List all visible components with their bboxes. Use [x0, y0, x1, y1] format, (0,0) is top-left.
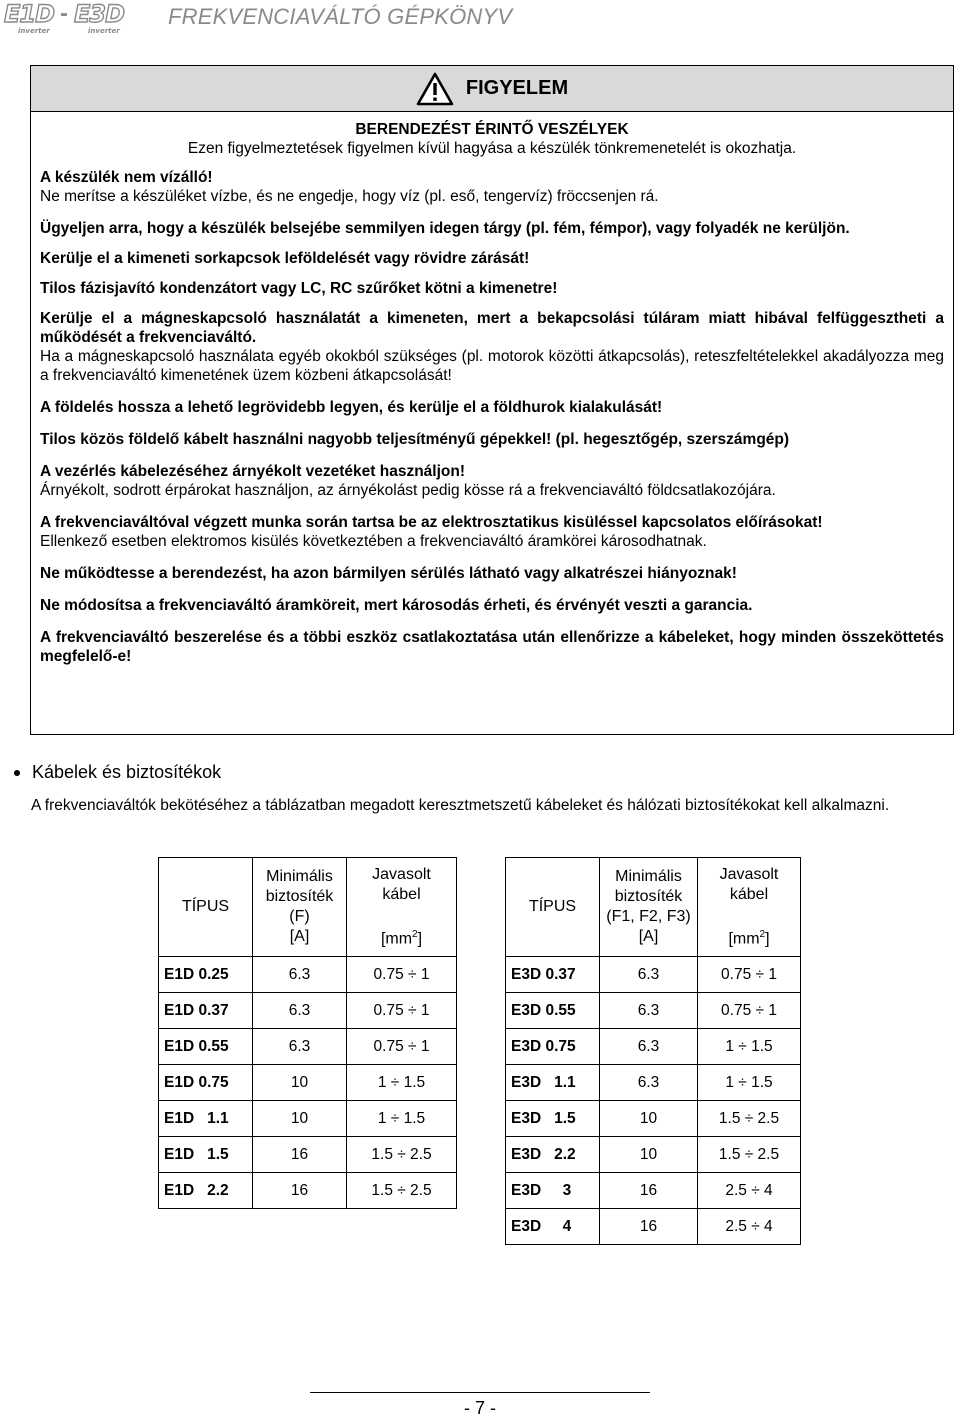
warning-subtitle: BERENDEZÉST ÉRINTŐ VESZÉLYEK: [355, 121, 629, 138]
cell-type: E1D 0.37: [159, 993, 253, 1029]
table-row: [159, 957, 457, 993]
cell-fuse: 16: [600, 1173, 698, 1209]
table-row: [506, 1137, 801, 1173]
cell-type: E3D 2.2: [506, 1137, 600, 1173]
cell-cable: 0.75 ÷ 1: [698, 957, 801, 993]
header-cable: Javasolt kábel $[mm^2]$: [698, 858, 801, 957]
table-row: [506, 993, 801, 1029]
cell-type: E1D 0.25: [159, 957, 253, 993]
e1d-table: [158, 857, 457, 1209]
cell-fuse: 10: [253, 1101, 347, 1137]
warning-item-esd-bold: A frekvenciaváltóval végzett munka során tartsa be az elektrosztatikus kisüléssel kapcsolatos előírásokat!: [40, 514, 823, 531]
cell-cable: 1.5 ÷ 2.5: [347, 1173, 457, 1209]
table-row: [506, 1101, 801, 1137]
table-row: [159, 1029, 457, 1065]
cell-fuse: 10: [600, 1101, 698, 1137]
header-fuse: Minimális biztosíték (F1, F2, F3) [A]: [600, 858, 698, 957]
cell-cable: 1 ÷ 1.5: [698, 1065, 801, 1101]
cell-type: E3D 0.55: [506, 993, 600, 1029]
footer-divider: [310, 1392, 650, 1393]
page-number: - 7 -: [463, 1398, 496, 1418]
warning-item-esd-text: Ellenkező esetben elektromos kisülés következtében a frekvenciaváltó áramkörei károsodhatnak.: [40, 533, 707, 550]
warning-item-output-ground: Kerülje el a kimeneti sorkapcsok leföldelését vagy rövidre zárását!: [40, 250, 530, 267]
cell-cable: 2.5 ÷ 4: [698, 1209, 801, 1245]
cell-type: E3D 0.75: [506, 1029, 600, 1065]
warning-header: [31, 66, 953, 112]
warning-item-grounding: A földelés hossza a lehető legrövidebb legyen, és kerülje el a földhurok kialakulását!: [40, 399, 663, 416]
table-row: [506, 1029, 801, 1065]
warning-item-common-ground: Tilos közös földelő kábelt használni nagyobb teljesítményű gépekkel! (pl. hegesztőgép, szerszámgép): [40, 431, 790, 448]
cell-type: E1D 0.75: [159, 1065, 253, 1101]
cell-cable: 1.5 ÷ 2.5: [698, 1101, 801, 1137]
logo-dash: -: [60, 0, 69, 27]
cell-fuse: 16: [600, 1209, 698, 1245]
table-row: [159, 1173, 457, 1209]
cell-cable: 1.5 ÷ 2.5: [698, 1137, 801, 1173]
warning-item-waterproof-bold: A készülék nem vízálló!: [40, 169, 213, 186]
table-row: [159, 1065, 457, 1101]
cell-type: E3D 1.5: [506, 1101, 600, 1137]
warning-item-shielded-bold: A vezérlés kábelezéséhez árnyékolt vezetéket használjon!: [40, 463, 466, 480]
cell-fuse: 6.3: [253, 957, 347, 993]
warning-item-modify: Ne módosítsa a frekvenciaváltó áramköreit, mert károsodás érheti, és érvényét veszti a garancia.: [40, 597, 753, 614]
cell-type: E1D 2.2: [159, 1173, 253, 1209]
logo-e3d: E3D inverter: [74, 0, 125, 35]
section-heading-text: Kábelek és biztosítékok: [32, 762, 222, 782]
cell-fuse: 16: [253, 1137, 347, 1173]
table-header-row: [159, 858, 457, 957]
warning-triangle-icon: [416, 72, 454, 106]
cell-type: E1D 1.5: [159, 1137, 253, 1173]
cell-cable: 0.75 ÷ 1: [347, 957, 457, 993]
warning-item-damage: Ne működtesse a berendezést, ha azon bármilyen sérülés látható vagy alkatrészei hiányoznak!: [40, 565, 737, 582]
cell-cable: 2.5 ÷ 4: [698, 1173, 801, 1209]
header-fuse: Minimális biztosíték (F) [A]: [253, 858, 347, 957]
header-type: TÍPUS: [159, 858, 253, 957]
warning-item-shielded-text: Árnyékolt, sodrott érpárokat használjon, az árnyékolást pedig kösse rá a frekvenciaváltó földcsatlakozójára.: [40, 482, 776, 499]
cell-cable: 1.5 ÷ 2.5: [347, 1137, 457, 1173]
warning-item-contactor-text: Ha a mágneskapcsoló használata egyéb okokból szükséges (pl. motorok közötti átkapcsolás), reteszfeltételekkel akadályozza meg a frekvenciaváltó kimenetének üzem közbeni átkapcsolását!: [40, 348, 944, 384]
header-type: TÍPUS: [506, 858, 600, 957]
cell-type: E3D 1.1: [506, 1065, 600, 1101]
cell-type: E1D 1.1: [159, 1101, 253, 1137]
table-row: [506, 957, 801, 993]
warning-title: FIGYELEM: [465, 77, 569, 99]
warning-item-check-cables: A frekvenciaváltó beszerelése és a többi eszköz csatlakoztatása után ellenőrizze a kábeleket, hogy minden összeköttetés megfelelő-e!: [40, 629, 944, 665]
cell-fuse: 10: [600, 1137, 698, 1173]
cell-fuse: 6.3: [253, 993, 347, 1029]
page-header: [0, 0, 960, 35]
cell-fuse: 16: [253, 1173, 347, 1209]
brand-logo: [4, 0, 125, 35]
cell-fuse: 10: [253, 1065, 347, 1101]
cell-cable: 0.75 ÷ 1: [347, 993, 457, 1029]
cell-cable: 0.75 ÷ 1: [698, 993, 801, 1029]
cell-fuse: 6.3: [600, 993, 698, 1029]
bullet-icon: [14, 770, 20, 776]
document-title: FREKVENCIAVÁLTÓ GÉPKÖNYV: [168, 4, 513, 29]
cell-cable: 0.75 ÷ 1: [347, 1029, 457, 1065]
cell-type: E1D 0.55: [159, 1029, 253, 1065]
table-row: [506, 1173, 801, 1209]
cell-cable: 1 ÷ 1.5: [347, 1101, 457, 1137]
cell-type: E3D 0.37: [506, 957, 600, 993]
header-cable: Javasolt kábel $[mm^2]$: [347, 858, 457, 957]
cell-cable: 1 ÷ 1.5: [698, 1029, 801, 1065]
cell-cable: 1 ÷ 1.5: [347, 1065, 457, 1101]
section-heading: [14, 762, 221, 783]
table-row: [159, 1101, 457, 1137]
table-row: [159, 993, 457, 1029]
e3d-table: [505, 857, 801, 1245]
table-header-row: [506, 858, 801, 957]
cell-fuse: 6.3: [600, 1065, 698, 1101]
warning-box: [30, 65, 954, 735]
warning-item-waterproof-text: Ne merítse a készüléket vízbe, és ne engedje, hogy víz (pl. eső, tengervíz) fröccsenjen rá.: [40, 188, 659, 205]
warning-item-contactor-bold: Kerülje el a mágneskapcsoló használatát a kimeneten, mert a bekapcsolási túláram miatt hibával felfüggesztheti a működését a frekvenciaváltó.: [40, 310, 944, 346]
cell-fuse: 6.3: [600, 957, 698, 993]
warning-body: [31, 120, 953, 666]
warning-subtitle-note: Ezen figyelmeztetések figyelmen kívül hagyása a készülék tönkremenetelét is okozhatja.: [187, 140, 797, 157]
table-row: [506, 1209, 801, 1245]
warning-item-foreign-object: Ügyeljen arra, hogy a készülék belsejébe semmilyen idegen tárgy (pl. fém, fémpor), vagy folyadék ne kerüljön.: [40, 220, 850, 237]
warning-item-capacitor: Tilos fázisjavító kondenzátort vagy LC, RC szűrőket kötni a kimenetre!: [40, 280, 558, 297]
cell-fuse: 6.3: [253, 1029, 347, 1065]
table-row: [506, 1065, 801, 1101]
cell-type: E3D 4: [506, 1209, 600, 1245]
table-row: [159, 1137, 457, 1173]
cell-type: E3D 3: [506, 1173, 600, 1209]
section-intro: A frekvenciaváltók bekötéséhez a táblázatban megadott keresztmetszetű kábeleket és hálózati biztosítékokat kell alkalmazni.: [31, 797, 890, 814]
cell-fuse: 6.3: [600, 1029, 698, 1065]
logo-e1d: E1D inverter: [4, 0, 55, 35]
